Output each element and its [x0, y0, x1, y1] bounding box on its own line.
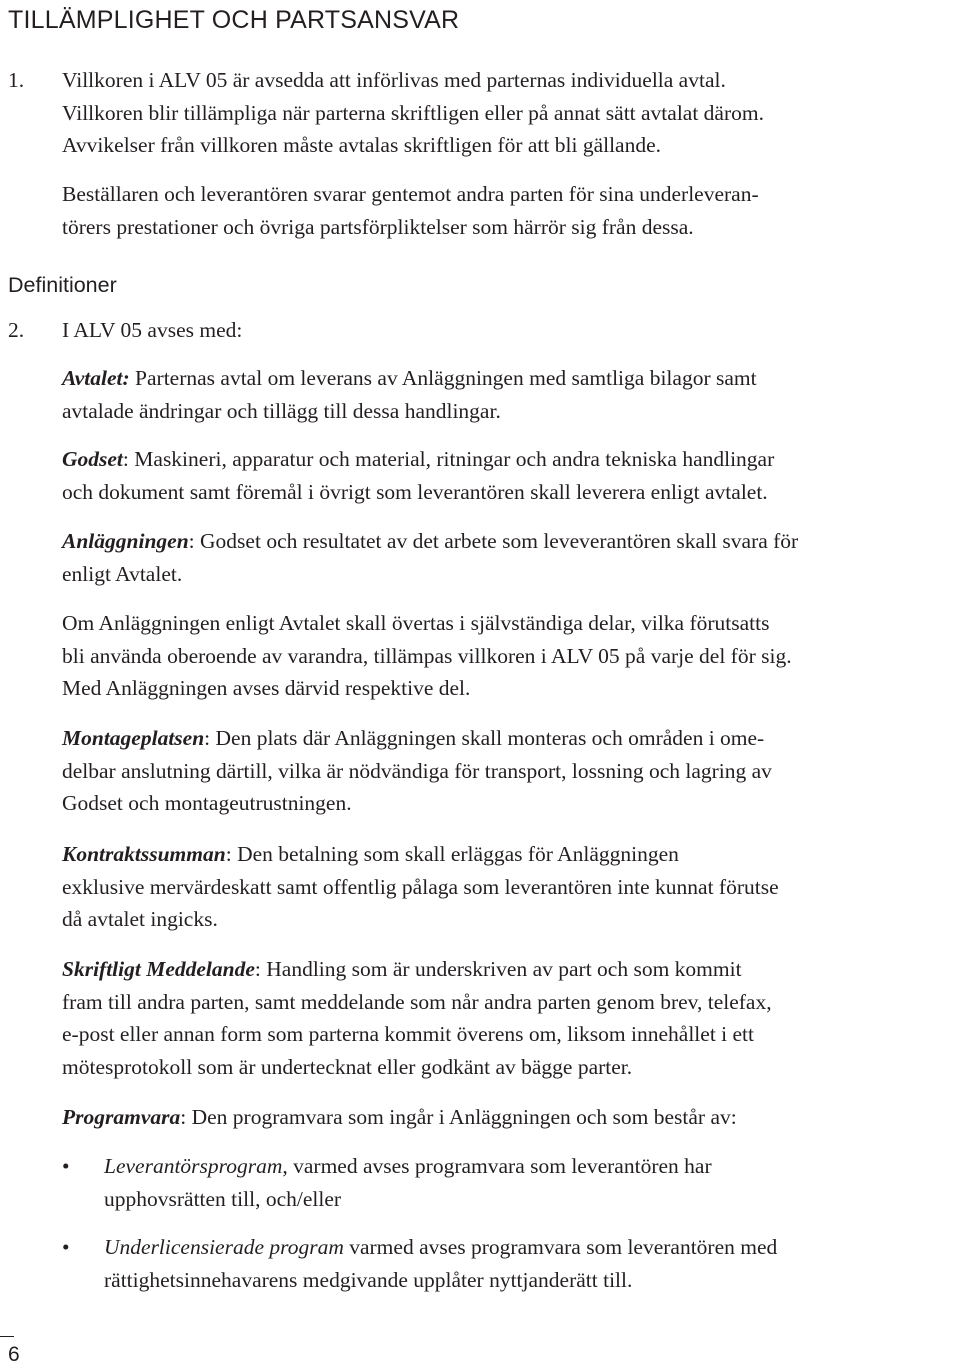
term-colon: :: [225, 842, 232, 866]
definition-avtalet: [62, 362, 757, 427]
definition-term: Montageplatsen: [62, 726, 205, 750]
bullet-item-underlicensierade: [104, 1231, 777, 1296]
anlaggningen-note: [62, 607, 792, 705]
definition-anlaggningen: [62, 525, 798, 590]
bullet-italic-term: Leverantörsprogram: [104, 1154, 283, 1178]
section-1-paragraph: [62, 64, 764, 162]
term-colon: :: [204, 726, 211, 750]
definition-term: Avtalet:: [62, 366, 130, 390]
text-line: enligt Avtalet.: [62, 561, 183, 586]
text-line: Godset och montageutrustningen.: [62, 791, 352, 815]
text-line: avtalade ändringar och tillägg till dessa handlingar.: [62, 398, 501, 423]
term-colon: :: [188, 529, 195, 553]
text-line: och dokument samt föremål i övrigt som leverantören skall leverera enligt avtalet.: [62, 479, 768, 504]
text-line: Maskineri, apparatur och material, ritningar och andra tekniska handlingar: [128, 447, 775, 471]
text-line: törers prestationer och övriga partsförpliktelser som härrör sig från dessa.: [62, 214, 694, 239]
definition-term: Kontraktssumman: [62, 842, 226, 866]
text-line: , varmed avses programvara som leverantören har: [282, 1154, 712, 1178]
text-line: då avtalet ingicks.: [62, 907, 218, 931]
text-line: Den plats där Anläggningen skall monteras och områden i ome-: [210, 726, 765, 750]
definition-term: Programvara: [62, 1105, 181, 1129]
definition-godset: [62, 443, 774, 508]
text-line: Parternas avtal om leverans av Anläggningen med samtliga bilagor samt: [129, 366, 757, 390]
text-line: varmed avses programvara som leverantören med: [343, 1235, 778, 1259]
definition-term: Skriftligt Meddelande: [62, 957, 255, 981]
text-line: Avvikelser från villkoren måste avtalas skriftligen för att bli gällande.: [62, 133, 662, 157]
definition-term: Godset: [62, 447, 123, 471]
page-number: 6: [8, 1343, 20, 1366]
text-line: mötesprotokoll som är undertecknat eller godkänt av bägge parter.: [62, 1054, 633, 1079]
text-line: Om Anläggningen enligt Avtalet skall övertas i självständiga delar, vilka förutsatts: [62, 611, 770, 635]
text-line: Godset och resultatet av det arbete som leveverantören skall svara för: [194, 529, 799, 553]
bullet-marker: •: [62, 1235, 70, 1259]
text-line: Den programvara som ingår i Anläggningen och som består av:: [186, 1105, 737, 1129]
definition-skriftligt-meddelande: [62, 953, 772, 1083]
bullet-marker: •: [62, 1154, 70, 1178]
text-line: bli använda oberoende av varandra, tillämpas villkoren i ALV 05 på varje del för sig.: [62, 643, 792, 668]
text-line: Villkoren i ALV 05 är avsedda att införlivas med parternas individuella avtal.: [62, 68, 726, 92]
text-line: Med Anläggningen avses därvid respektive del.: [62, 676, 471, 700]
definition-montageplatsen: [62, 722, 772, 820]
text-line: upphovsrätten till, och/eller: [104, 1186, 342, 1211]
definition-kontraktssumman: [62, 838, 779, 936]
text-line: rättighetsinnehavarens medgivande upplåter nyttjanderätt till.: [104, 1267, 633, 1292]
text-line: Villkoren blir tillämpliga när parterna skriftligen eller på annat sätt avtalat därom.: [62, 100, 764, 125]
term-colon: :: [180, 1105, 187, 1129]
term-colon: :: [122, 447, 129, 471]
section-1-paragraph-2: [62, 178, 759, 243]
text-line: fram till andra parten, samt meddelande som når andra parten genom brev, telefax,: [62, 989, 772, 1014]
bullet-italic-term: Underlicensierade program: [104, 1235, 344, 1259]
section-number-2: 2.: [8, 318, 25, 342]
bullet-item-leverantorsprogram: [104, 1150, 712, 1215]
subheading-definitioner: Definitioner: [8, 273, 117, 297]
text-line: e-post eller annan form som parterna kommit överens om, liksom innehållet i ett: [62, 1022, 754, 1046]
section-number-1: 1.: [8, 68, 25, 92]
text-line: Den betalning som skall erläggas för Anläggningen: [231, 842, 679, 866]
section-heading: TILLÄMPLIGHET OCH PARTSANSVAR: [8, 6, 460, 34]
definition-term: Anläggningen: [62, 529, 189, 553]
definition-programvara: [62, 1101, 737, 1134]
text-line: exklusive mervärdeskatt samt offentlig pålaga som leverantören inte kunnat förutse: [62, 874, 779, 899]
text-line: delbar anslutning därtill, vilka är nödvändiga för transport, lossning och lagring av: [62, 758, 772, 783]
term-colon: :: [254, 957, 261, 981]
section-2-intro: I ALV 05 avses med:: [62, 318, 243, 342]
text-line: Beställaren och leverantören svarar gentemot andra parten för sina underleveran-: [62, 182, 759, 206]
page-number-rule: [0, 1336, 14, 1337]
text-line: Handling som är underskriven av part och som kommit: [260, 957, 742, 981]
